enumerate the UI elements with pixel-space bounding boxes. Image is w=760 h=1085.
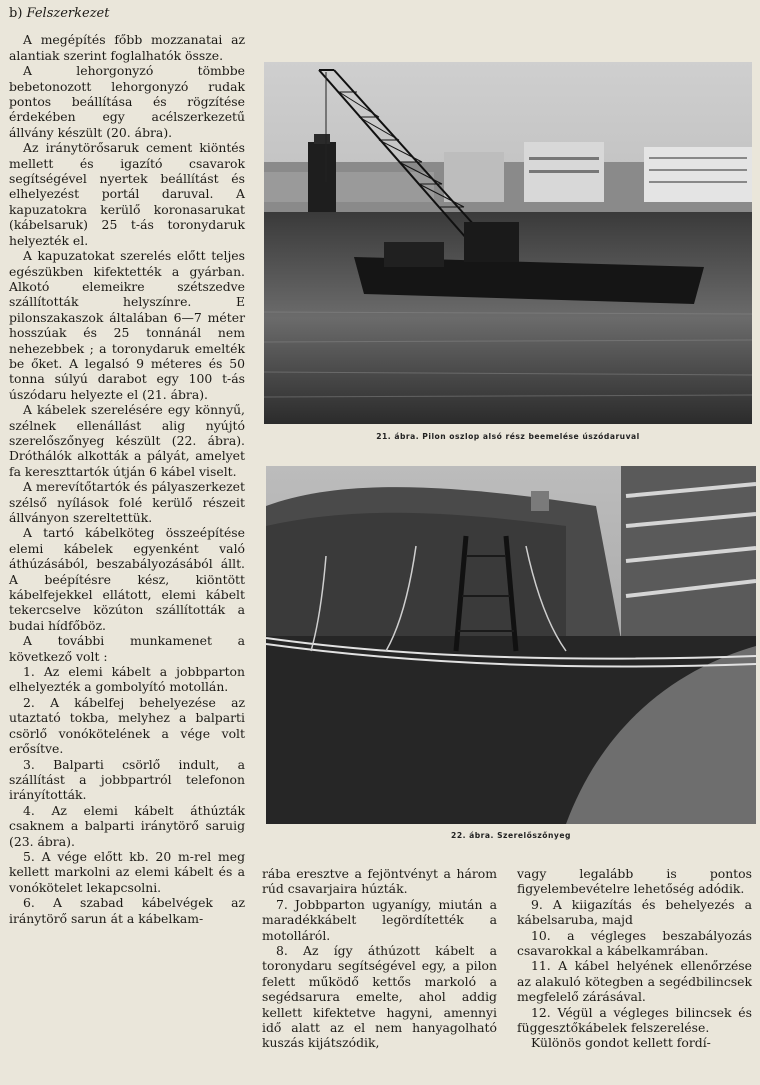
figure-22-photo (266, 466, 756, 824)
section-label: b) (9, 6, 23, 21)
paragraph: A lehorgonyzó tömbbe bebetonozott lehorgonyzó rudak pontos beállítása és rögzítése érdekében egy acélszerkezetű állvány készült (20. ábra). (9, 63, 245, 140)
paragraph: A tartó kábelköteg összeépítése elemi kábelek egyenként való áthúzásából, beszabályozásából állt. A beépítésre kész, kiöntött kábelfejekkel ellátott, elemi kábelt tekercselve közúton szállították a budai hídfőböz. (9, 525, 245, 633)
list-item: 6. A szabad kábelvégek az iránytörő sarun át a kábelkam- (9, 895, 245, 926)
list-item: 9. A kiigazítás és behelyezés a kábelsaruba, majd (517, 896, 752, 928)
left-text-column (9, 6, 245, 926)
section-heading (9, 6, 245, 21)
list-item: 2. A kábelfej behelyezése az utaztató tokba, melyhez a balparti csörlő vonókötelének a vége volt erősítve. (9, 694, 245, 757)
middle-bottom-column (262, 866, 497, 1051)
right-bottom-column (517, 866, 752, 1051)
paragraph: A megépítés főbb mozzanatai az alantiak szerint foglalhatók össze. (9, 32, 245, 63)
list-item: 1. Az elemi kábelt a jobbparton elhelyezték a gombolyító motollán. (9, 664, 245, 695)
figure-21-photo (264, 62, 752, 424)
paragraph: vagy legalább is pontos figyelembevételre lehetőség adódik. (517, 866, 752, 897)
list-item: 8. Az így áthúzott kábelt a toronydaru segítségével egy, a pilon felett működő kettős markoló a segédsarura emelte, ahol addig kellett kifektetve hagyni, amennyi idő alatt az el nem hanyagolható kuszás kijátszódik, (262, 943, 497, 1051)
list-item: 11. A kábel helyének ellenőrzése az alakuló kötegben a segédbilincsek megfelelő zárásával. (517, 958, 752, 1005)
section-title: Felszerkezet (26, 6, 110, 21)
paragraph: A kapuzatokat szerelés előtt teljes egészükben kifektették a gyárban. Alkotó elemeikre szétszedve szállították helyszínre. E pilonszakaszok általában 6—7 méter hosszúak és 25 tonnánál nem nehezebbek ; a toronydaruk emelték be őket. A legalsó 9 méteres és 50 tonna súlyú darabot egy 100 t-ás úszódaru helyezte el (21. ábra). (9, 248, 245, 402)
paragraph: A további munkamenet a következő volt : (9, 633, 245, 664)
paragraph: A kábelek szerelésére egy könnyű, szélnek ellenállást alig nyújtó szerelőszőnyeg készült (22. ábra). Dróthálók alkották a pályát, amelyet fa kereszttartók útján 6 kábel viselt. (9, 402, 245, 479)
paragraph: rába eresztve a fejöntvényt a három rúd csavarjaira húzták. (262, 866, 497, 897)
paragraph: A merevítőtartók és pályaszerkezet szélső nyílások folé kerülő részeit állványon szereltettük. (9, 479, 245, 525)
list-item: 4. Az elemi kábelt áthúzták csaknem a balparti iránytörő saruig (23. ábra). (9, 802, 245, 849)
figure-22-caption: 22. ábra. Szerelőszőnyeg (451, 831, 571, 840)
paragraph: Az iránytörősaruk cement kiöntés mellett és igazító csavarok segítségével nyertek beállítást és elhelyezést portál daruval. A kapuzatokra kerülő koronasarukat (kábelsaruk) 25 t-ás toronydaruk helyezték el. (9, 140, 245, 248)
list-item: 3. Balparti csörlő indult, a szállítást a jobbpartról telefonon irányították. (9, 756, 245, 803)
list-item: 5. A vége előtt kb. 20 m-rel meg kellett markolni az elemi kábelt és a vonókötelet lekapcsolni. (9, 848, 245, 895)
list-item: 12. Végül a végleges bilincsek és függesztőkábelek felszerelése. (517, 1004, 752, 1036)
list-item: 10. a végleges beszabályozás csavarokkal a kábelkamrában. (517, 927, 752, 959)
figure-21-caption: 21. ábra. Pilon oszlop alsó rész beemelése úszódaruval (376, 432, 640, 441)
paragraph: Különös gondot kellett fordí- (531, 1035, 711, 1051)
list-item: 7. Jobbparton ugyanígy, miután a maradékkábelt legördítették a motolláról. (262, 896, 497, 943)
